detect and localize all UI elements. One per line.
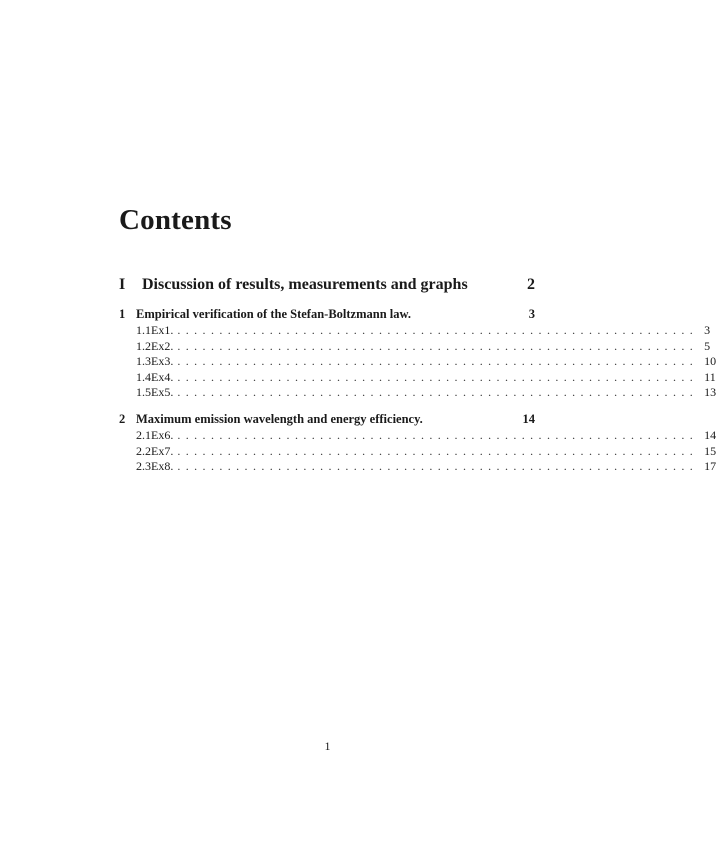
section-title: Ex2. bbox=[151, 338, 174, 353]
section-title: Ex5. bbox=[151, 385, 174, 399]
section-page: 5 bbox=[704, 338, 711, 353]
chapter-number: 1 bbox=[119, 307, 126, 321]
page-number: 1 bbox=[324, 739, 331, 753]
section-entry[interactable] bbox=[136, 385, 716, 401]
section-entry[interactable] bbox=[136, 369, 716, 386]
part-number: I bbox=[119, 276, 126, 293]
chapter-number: 2 bbox=[119, 412, 126, 426]
leader-dots: .............................................................. bbox=[177, 459, 699, 473]
toc-chapter-2 bbox=[119, 412, 716, 475]
leader-dots: .............................................................. bbox=[177, 428, 699, 442]
toc-chapter-1 bbox=[119, 307, 716, 401]
section-page: 11 bbox=[704, 369, 716, 384]
leader-dots: .............................................................. bbox=[177, 338, 699, 353]
section-entry[interactable] bbox=[136, 338, 711, 355]
section-entry[interactable] bbox=[136, 428, 716, 444]
section-entry[interactable] bbox=[136, 323, 711, 339]
section-entry[interactable] bbox=[136, 459, 716, 475]
contents-heading: Contents bbox=[119, 204, 232, 236]
part-title: Discussion of results, measurements and graphs bbox=[142, 276, 468, 293]
section-title: Ex6. bbox=[151, 428, 174, 442]
leader-dots: .............................................................. bbox=[177, 323, 699, 337]
chapter-page: 14 bbox=[522, 412, 535, 426]
section-page: 10 bbox=[704, 354, 716, 368]
toc-part-entry[interactable] bbox=[119, 276, 535, 294]
section-number: 2.3 bbox=[136, 459, 151, 473]
leader-dots: .............................................................. bbox=[177, 385, 699, 399]
section-entry[interactable] bbox=[136, 443, 716, 460]
chapter-entry[interactable] bbox=[119, 307, 535, 323]
section-number: 1.4 bbox=[136, 369, 151, 384]
section-page: 3 bbox=[704, 323, 711, 337]
section-title: Ex7. bbox=[151, 443, 174, 458]
leader-dots: .............................................................. bbox=[177, 443, 699, 458]
leader-dots: .............................................................. bbox=[177, 369, 699, 384]
section-page: 15 bbox=[704, 443, 716, 458]
section-title: Ex8. bbox=[151, 459, 174, 473]
chapter-title: Maximum emission wavelength and energy efficiency. bbox=[136, 412, 423, 426]
section-number: 1.5 bbox=[136, 385, 151, 399]
section-page: 13 bbox=[704, 385, 716, 399]
section-number: 1.1 bbox=[136, 323, 151, 337]
section-number: 2.2 bbox=[136, 443, 151, 458]
chapter-title: Empirical verification of the Stefan-Boltzmann law. bbox=[136, 307, 411, 321]
section-title: Ex3. bbox=[151, 354, 174, 368]
section-title: Ex4. bbox=[151, 369, 174, 384]
section-page: 14 bbox=[704, 428, 716, 442]
section-entry[interactable] bbox=[136, 354, 716, 370]
part-page: 2 bbox=[527, 276, 535, 293]
section-number: 2.1 bbox=[136, 428, 151, 442]
section-page: 17 bbox=[704, 459, 716, 473]
leader-dots: .............................................................. bbox=[177, 354, 699, 368]
section-number: 1.2 bbox=[136, 338, 151, 353]
section-title: Ex1. bbox=[151, 323, 174, 337]
chapter-page: 3 bbox=[528, 307, 535, 321]
chapter-entry[interactable] bbox=[119, 412, 535, 428]
section-number: 1.3 bbox=[136, 354, 151, 368]
